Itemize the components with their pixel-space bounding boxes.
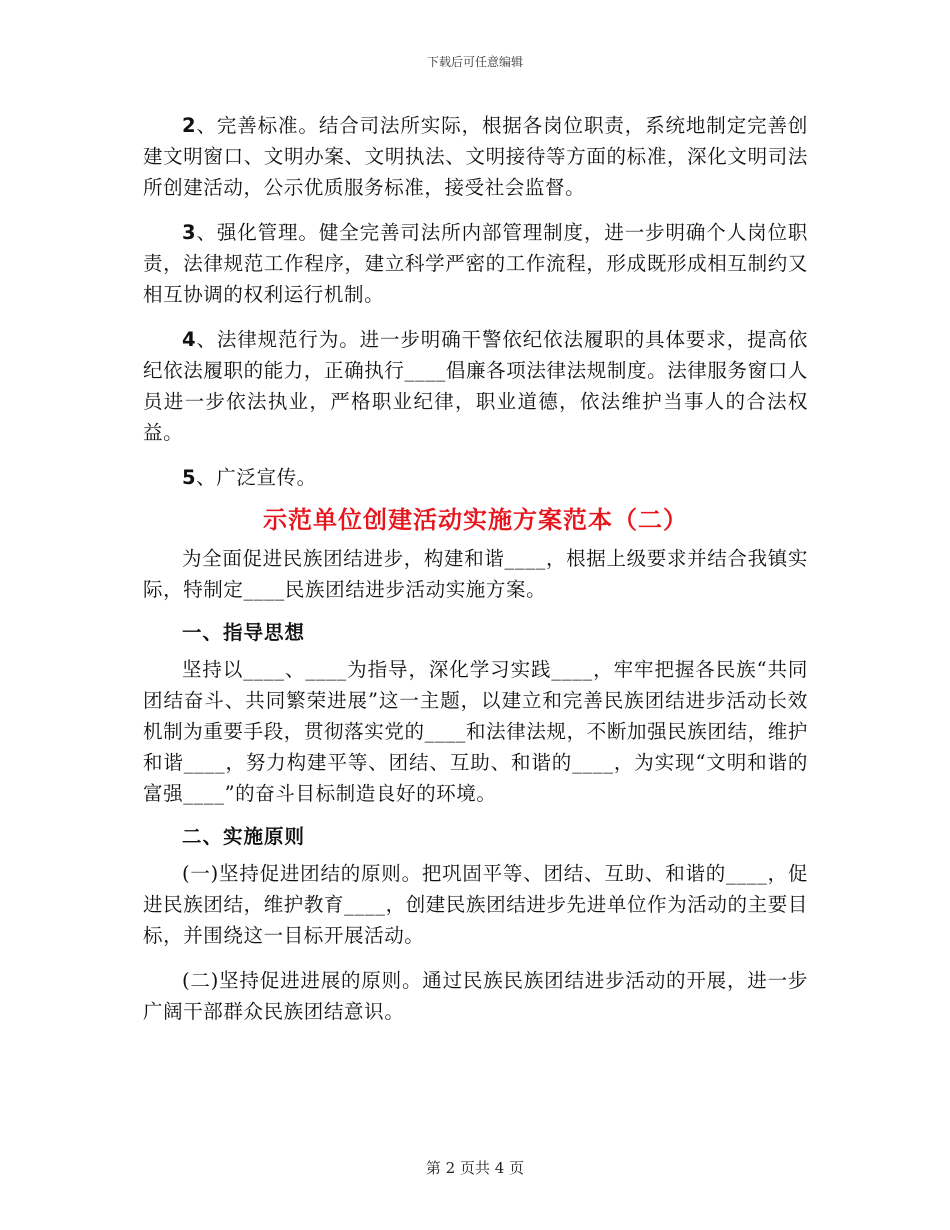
- section-heading-guiding-ideology: 一、指导思想: [182, 621, 306, 644]
- page-footer: 第 2 页共 4 页: [425, 1159, 525, 1177]
- list-item-4: [143, 324, 808, 448]
- principle-2-paragraph: (二)坚持促进进展的原则。通过民族民族团结进步活动的开展，进一步广阔干部群众民族团结意识。: [143, 969, 808, 1023]
- item-text: 、完善标准。结合司法所实际，根据各岗位职责，系统地制定完善创建文明窗口、文明办案、文明执法、文明接待等方面的标准，深化文明司法所创建活动，公示优质服务标准，接受社会监督。: [143, 114, 808, 199]
- intro-paragraph: 为全面促进民族团结进步，构建和谐____，根据上级要求并结合我镇实际，特制定____民族团结进步活动实施方案。: [143, 547, 808, 601]
- item-text: 、广泛宣传。: [196, 466, 317, 489]
- item-number: 3: [182, 221, 197, 244]
- document-title: 示范单位创建活动实施方案范本（二）: [263, 506, 688, 534]
- item-text: 、强化管理。健全完善司法所内部管理制度，进一步明确个人岗位职责，法律规范工作程序，建立科学严密的工作流程，形成既形成相互制约又相互协调的权利运行机制。: [143, 221, 808, 306]
- item-number: 4: [182, 328, 197, 351]
- list-item-3: [143, 217, 808, 310]
- list-item-2: [143, 110, 808, 203]
- item-text: 、法律规范行为。进一步明确干警依纪依法履职的具体要求，提高依纪依法履职的能力，正确执行____倡廉各项法律法规制度。法律服务窗口人员进一步依法执业，严格职业纪律，职业道德，依法维护当事人的合法权益。: [143, 328, 808, 444]
- list-item-5: [143, 462, 808, 493]
- item-number: 2: [182, 114, 197, 137]
- page-header: 下载后可任意编辑: [426, 55, 523, 69]
- principle-1-paragraph: (一)坚持促进团结的原则。把巩固平等、团结、互助、和谐的____，促进民族团结，维护教育____，创建民族团结进步先进单位作为活动的主要目标，并围绕这一目标开展活动。: [143, 862, 808, 947]
- item-number: 5: [182, 466, 197, 489]
- section-heading-principles: 二、实施原则: [182, 825, 306, 848]
- document-body: [143, 110, 808, 1027]
- guiding-ideology-paragraph: 坚持以____、____为指导，深化学习实践____，牢牢把握各民族“共同团结奋斗、共同繁荣进展”这一主题，以建立和完善民族团结进步活动长效机制为重要手段，贯彻落实党的____和法律法规，不断加强民族团结，维护和谐____，努力构建平等、团结、互助、和谐的____，为实现“文明和谐的富强____”的奋斗目标制造良好的环境。: [143, 658, 808, 805]
